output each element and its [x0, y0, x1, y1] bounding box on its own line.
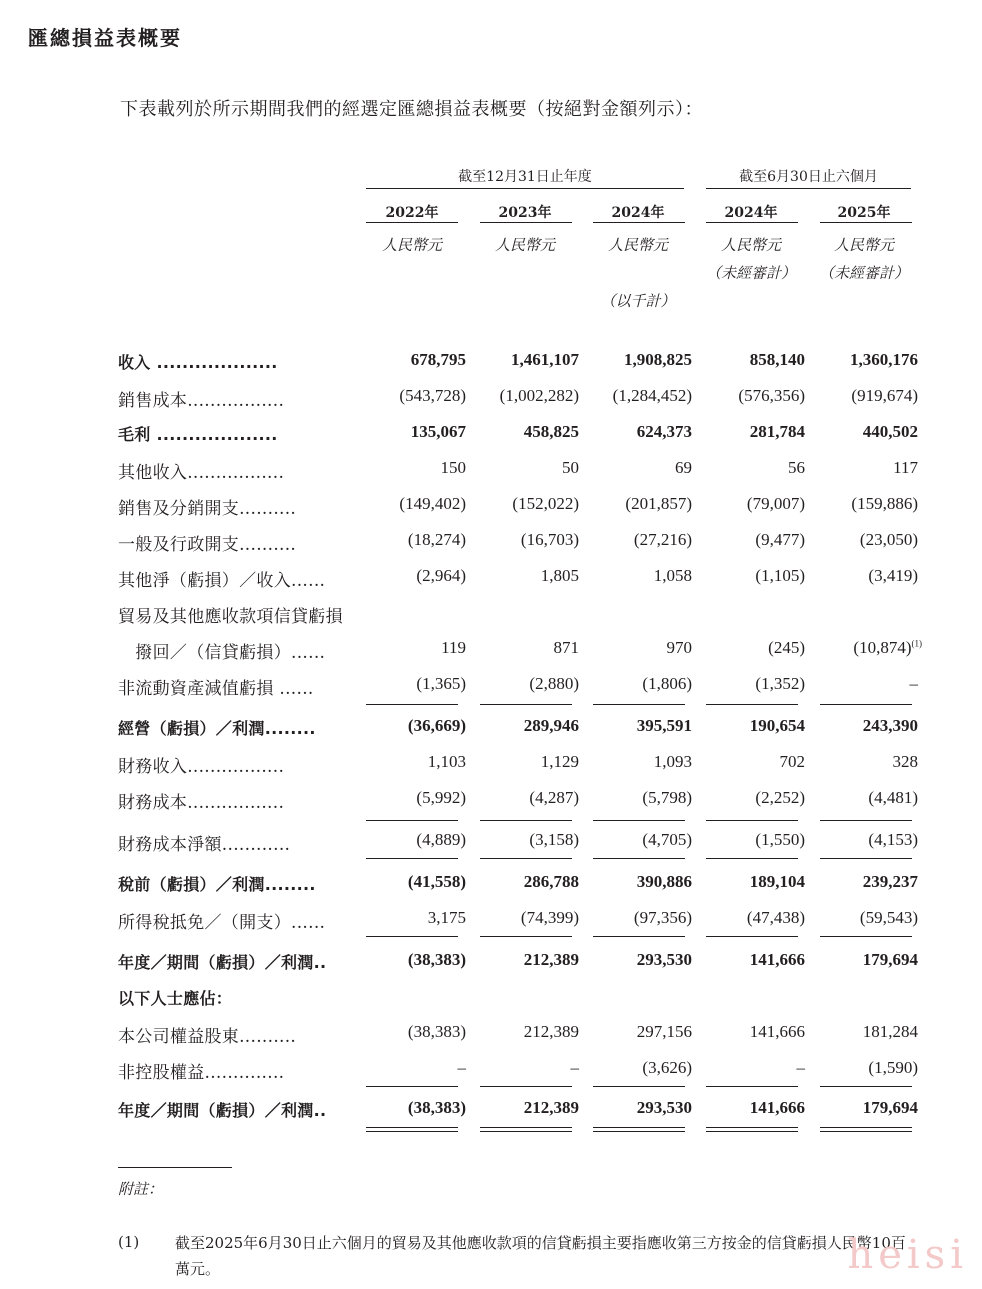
watermark: heisi [847, 1232, 968, 1278]
column-unit-2: 人民幣元 [494, 236, 555, 254]
subtotal-rule [706, 858, 798, 859]
total-double-rule [820, 1131, 912, 1132]
cell-value: (919,674) [851, 386, 918, 405]
subtotal-rule [480, 820, 572, 821]
cell-value: (38,383) [407, 1022, 466, 1041]
cell-value: (152,022) [512, 494, 579, 513]
year-rule [820, 222, 912, 223]
cell-value: 56 [788, 458, 805, 477]
subtotal-rule [366, 936, 458, 937]
cell-value: 50 [562, 458, 579, 477]
cell-value: 1,360,176 [850, 350, 918, 369]
thousands-note: （以千計） [600, 292, 676, 310]
cell-value: (159,886) [851, 494, 918, 513]
cell-value-text: (10,874) [853, 638, 912, 657]
notes-divider [118, 1167, 232, 1168]
cell-value: 239,237 [862, 872, 918, 891]
cell-value: (36,669) [407, 716, 466, 735]
cell-value: 458,825 [523, 422, 579, 441]
column-unit-5: 人民幣元 [833, 236, 894, 254]
subtotal-rule [366, 1086, 458, 1087]
cell-value: (4,153) [868, 830, 918, 849]
subtotal-rule [820, 820, 912, 821]
row-label: 一般及行政開支.......... [118, 535, 297, 555]
cell-value: 243,390 [862, 716, 918, 735]
cell-value: (18,274) [407, 530, 466, 549]
subtotal-rule [480, 1086, 572, 1087]
cell-value: 189,104 [749, 872, 805, 891]
section-title: 匯總損益表概要 [28, 26, 182, 50]
cell-value: 390,886 [636, 872, 692, 891]
cell-value: (1,550) [755, 830, 805, 849]
cell-value: 141,666 [749, 1098, 805, 1117]
group-header-six-months: 截至6月30日止六個月 [739, 169, 878, 185]
cell-value: (245) [768, 638, 805, 657]
row-label: 稅前（虧損）／利潤........ [118, 875, 316, 894]
cell-value: (576,356) [738, 386, 805, 405]
column-year-2: 2023年 [498, 205, 552, 221]
subtotal-rule [820, 858, 912, 859]
subtotal-rule [480, 704, 572, 705]
column-unit-4: 人民幣元 [720, 236, 781, 254]
cell-value: (9,477) [755, 530, 805, 549]
cell-value: 678,795 [410, 350, 466, 369]
row-label: 其他收入................. [118, 463, 285, 483]
subtotal-rule [593, 858, 685, 859]
cell-value: 190,654 [749, 716, 805, 735]
subtotal-rule [593, 704, 685, 705]
row-label: 撥回／（信貸虧損）...... [118, 643, 326, 663]
row-label: 收入 ................... [118, 353, 278, 372]
subtotal-rule [820, 704, 912, 705]
cell-value: (4,481) [868, 788, 918, 807]
cell-value: 1,058 [653, 566, 692, 585]
cell-value: 150 [440, 458, 466, 477]
subtotal-rule [366, 704, 458, 705]
cell-value: 293,530 [636, 1098, 692, 1117]
notes-header: 附註： [118, 1180, 164, 1198]
subtotal-rule [593, 1086, 685, 1087]
column-year-1: 2022年 [385, 205, 439, 221]
cell-value: (1,284,452) [612, 386, 692, 405]
cell-value: (1,806) [642, 674, 692, 693]
row-label: 財務收入................. [118, 757, 285, 777]
cell-value: 117 [893, 458, 918, 477]
cell-value: 440,502 [862, 422, 918, 441]
year-rule [593, 222, 685, 223]
cell-value: 871 [553, 638, 579, 657]
cell-value: 297,156 [636, 1022, 692, 1041]
note-text: 截至2025年6月30日止六個月的貿易及其他應收款項的信貸虧損主要指應收第三方按金的信貸虧損人民幣10百萬元。 [175, 1234, 906, 1278]
cell-value: (23,050) [859, 530, 918, 549]
cell-value: (3,626) [642, 1058, 692, 1077]
group-header-annual: 截至12月31日止年度 [458, 169, 592, 185]
cell-value: 395,591 [636, 716, 692, 735]
cell-value: (149,402) [399, 494, 466, 513]
row-label: 銷售及分銷開支.......... [118, 499, 297, 519]
cell-value: (79,007) [746, 494, 805, 513]
cell-value: 3,175 [427, 908, 466, 927]
total-double-rule [480, 1131, 572, 1132]
row-label: 年度／期間（虧損）／利潤.. [118, 1101, 327, 1120]
cell-value: 119 [441, 638, 466, 657]
year-rule [706, 222, 798, 223]
cell-value: (1,002,282) [499, 386, 579, 405]
cell-value: (47,438) [746, 908, 805, 927]
cell-value: (2,252) [755, 788, 805, 807]
cell-value: 1,093 [653, 752, 692, 771]
row-label: 財務成本淨額............ [118, 835, 291, 855]
total-double-rule [706, 1127, 798, 1128]
cell-value: (97,356) [633, 908, 692, 927]
row-label: 本公司權益股東.......... [118, 1027, 297, 1047]
cell-value: 970 [666, 638, 692, 657]
subtotal-rule [593, 936, 685, 937]
year-rule [366, 222, 458, 223]
group-rule-six-months [706, 188, 911, 189]
cell-value: 135,067 [410, 422, 466, 441]
subtotal-rule [480, 858, 572, 859]
cell-value: (5,992) [416, 788, 466, 807]
cell-value: 624,373 [636, 422, 692, 441]
cell-value: (3,419) [868, 566, 918, 585]
cell-value: (5,798) [642, 788, 692, 807]
cell-value: 212,389 [523, 950, 579, 969]
cell-value: 1,908,825 [624, 350, 692, 369]
total-double-rule [593, 1127, 685, 1128]
cell-value [810, 638, 922, 658]
subtotal-rule [480, 936, 572, 937]
cell-value: (4,705) [642, 830, 692, 849]
cell-value: (201,857) [625, 494, 692, 513]
subtotal-rule [593, 820, 685, 821]
cell-value: 702 [779, 752, 805, 771]
year-rule [480, 222, 572, 223]
subtotal-rule [706, 936, 798, 937]
cell-value: 141,666 [749, 1022, 805, 1041]
column-unit-3: 人民幣元 [607, 236, 668, 254]
cell-value: (16,703) [520, 530, 579, 549]
subtotal-rule [366, 820, 458, 821]
cell-value: (4,287) [529, 788, 579, 807]
cell-value: (41,558) [407, 872, 466, 891]
subtotal-rule [706, 820, 798, 821]
note-number: (1) [118, 1233, 140, 1251]
cell-value: (27,216) [633, 530, 692, 549]
cell-value: (1,365) [416, 674, 466, 693]
cell-value: 1,461,107 [511, 350, 579, 369]
total-double-rule [480, 1127, 572, 1128]
cell-value: 212,389 [523, 1022, 579, 1041]
total-double-rule [366, 1131, 458, 1132]
cell-value: 212,389 [523, 1098, 579, 1117]
footnote-marker: (1) [911, 638, 922, 649]
total-double-rule [593, 1131, 685, 1132]
row-label: 其他淨（虧損）／收入...... [118, 571, 326, 591]
row-label: 財務成本................. [118, 793, 285, 813]
cell-value: 1,129 [540, 752, 579, 771]
cell-value: 286,788 [523, 872, 579, 891]
cell-value: – [457, 1058, 466, 1077]
cell-value: 1,103 [427, 752, 466, 771]
column-year-3: 2024年 [611, 205, 665, 221]
cell-value: – [796, 1058, 805, 1077]
row-label: 非控股權益.............. [118, 1063, 285, 1083]
row-label: 所得稅抵免／（開支）...... [118, 913, 326, 933]
subtotal-rule [366, 858, 458, 859]
cell-value: (74,399) [520, 908, 579, 927]
row-label: 銷售成本................. [118, 391, 285, 411]
cell-value: (1,590) [868, 1058, 918, 1077]
cell-value: (1,352) [755, 674, 805, 693]
total-double-rule [706, 1131, 798, 1132]
cell-value: 141,666 [749, 950, 805, 969]
cell-value: 179,694 [862, 1098, 918, 1117]
subtotal-rule [820, 1086, 912, 1087]
cell-value: 179,694 [862, 950, 918, 969]
total-double-rule [820, 1127, 912, 1128]
cell-value: 293,530 [636, 950, 692, 969]
row-label: 經營（虧損）／利潤........ [118, 719, 316, 738]
cell-value: (2,880) [529, 674, 579, 693]
row-label: 以下人士應佔： [118, 989, 233, 1008]
cell-value: 289,946 [523, 716, 579, 735]
subtotal-rule [820, 936, 912, 937]
cell-value: (1,105) [755, 566, 805, 585]
cell-value: (543,728) [399, 386, 466, 405]
cell-value: 328 [892, 752, 918, 771]
cell-value: 1,805 [540, 566, 579, 585]
cell-value: 69 [675, 458, 692, 477]
row-label: 貿易及其他應收款項信貸虧損 [118, 607, 343, 627]
subtotal-rule [706, 1086, 798, 1087]
cell-value: (3,158) [529, 830, 579, 849]
column-unaudited-4: （未經審計） [705, 264, 796, 282]
cell-value: (2,964) [416, 566, 466, 585]
cell-value: (4,889) [416, 830, 466, 849]
cell-value: 181,284 [862, 1022, 918, 1041]
row-label: 毛利 ................... [118, 425, 278, 444]
row-label: 年度／期間（虧損）／利潤.. [118, 953, 327, 972]
group-rule-annual [366, 188, 684, 189]
subtotal-rule [706, 704, 798, 705]
intro-text: 下表載列於所示期間我們的經選定匯總損益表概要（按絕對金額列示）： [120, 99, 703, 120]
cell-value: 281,784 [749, 422, 805, 441]
column-year-4: 2024年 [724, 205, 778, 221]
cell-value: – [570, 1058, 579, 1077]
total-double-rule [366, 1127, 458, 1128]
cell-value: (38,383) [407, 1098, 466, 1117]
column-unaudited-5: （未經審計） [818, 264, 909, 282]
cell-value: (59,543) [859, 908, 918, 927]
column-unit-1: 人民幣元 [381, 236, 442, 254]
row-label: 非流動資產減值虧損 ...... [118, 679, 314, 699]
cell-value: (38,383) [407, 950, 466, 969]
cell-value: – [909, 674, 918, 693]
column-year-5: 2025年 [837, 205, 891, 221]
cell-value: 858,140 [749, 350, 805, 369]
